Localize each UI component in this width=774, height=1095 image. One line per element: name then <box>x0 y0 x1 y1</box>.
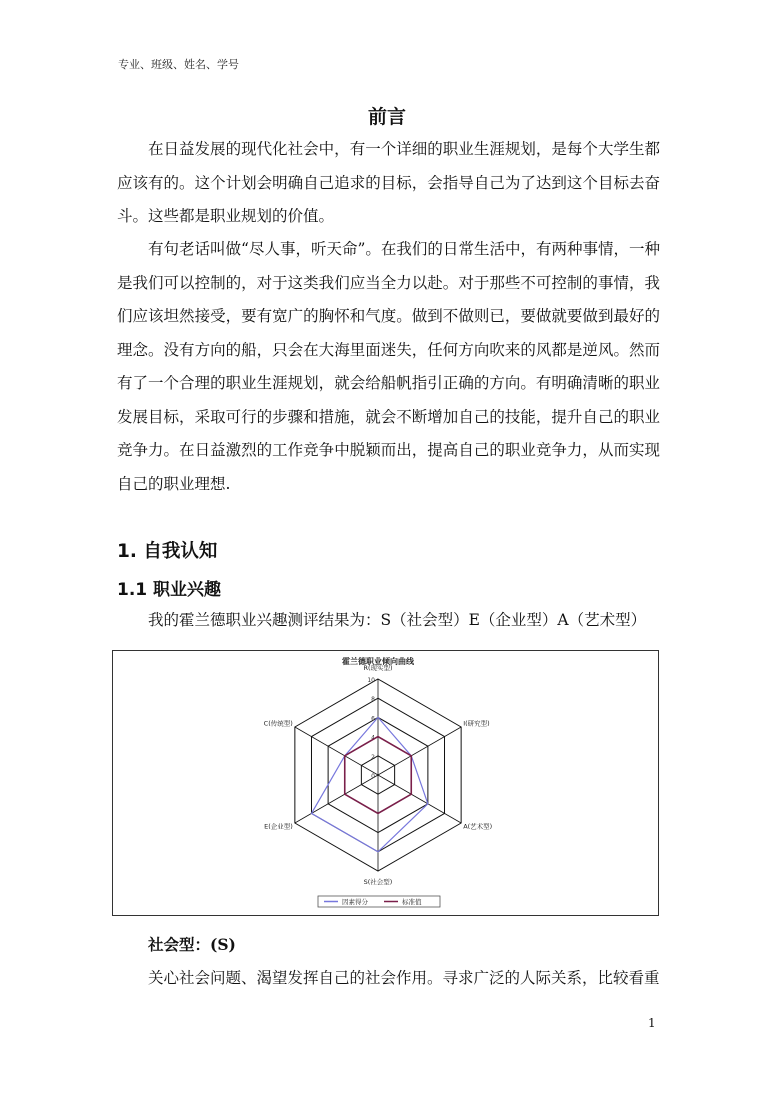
result-text: 我的霍兰德职业兴趣测评结果为：S（社会型）E（企业型）A（艺术型） <box>148 611 647 629</box>
axis-label: C(传统型) <box>263 719 293 728</box>
sub-description: 关心社会问题、渴望发挥自己的社会作用。寻求广泛的人际关系，比较看重 <box>148 969 660 987</box>
tick-label: 0 <box>371 773 375 780</box>
subsection-heading: 1.1 职业兴趣 <box>117 580 222 600</box>
tick-label: 10 <box>367 677 375 684</box>
axis-label: I(研究型) <box>463 719 490 728</box>
axis-label: E(企业型) <box>264 822 293 831</box>
tick-label: 4 <box>371 734 375 742</box>
page-number: 1 <box>648 1016 656 1030</box>
axis-label: R(现实型) <box>363 664 393 672</box>
legend-label: 标准值 <box>402 898 422 906</box>
axis-spoke <box>295 775 378 823</box>
paragraph-1: 在日益发展的现代化社会中，有一个详细的职业生涯规划，是每个大学生都应该有的。这个计划会明确自己追求的目标，会指导自己为了达到这个目标去奋斗。这些都是职业规划的价值。 <box>117 140 660 225</box>
axis-label: S(社会型) <box>363 878 393 886</box>
tick-label: 8 <box>371 696 375 704</box>
legend-label: 因素得分 <box>342 898 368 906</box>
series-line <box>311 717 427 851</box>
chart-title: 霍兰德职业倾向曲线 <box>342 657 414 666</box>
axis-label: A(艺术型) <box>463 822 493 831</box>
paragraph-2: 有句老话叫做“尽人事，听天命”。在我们的日常生活中，有两种事情，一种是我们可以控制的，对于这类我们应当全力以赴。对于那些不可控制的事情，我们应该坦然接受，要有宽广的胸怀和气度。做到不做则已，要做就要做到最好的理念。没有方向的船，只会在大海里面迷失，任何方向吹来的风都是逆风。然而有了一个合理的职业生涯规划，就会给船帆指引正确的方向。有明确清晰的职业发展目标，采取可行的步骤和措施，就会不断增加自己的技能，提升自己的职业竞争力。在日益激烈的工作竞争中脱颖而出，提高自己的职业竞争力，从而实现自己的职业理想. <box>117 240 660 493</box>
holland-radar-figure <box>112 650 659 916</box>
sub-label: 社会型：(S) <box>148 935 236 954</box>
header-note: 专业、班级、姓名、学号 <box>118 58 239 71</box>
section-heading: 1. 自我认知 <box>117 541 218 562</box>
tick-label: 2 <box>371 753 375 761</box>
axis-spoke <box>378 775 461 823</box>
axis-spoke <box>378 727 461 775</box>
axis-spoke <box>295 727 378 775</box>
tick-label: 6 <box>371 715 375 723</box>
page-title: 前言 <box>367 106 406 128</box>
radar-chart <box>113 651 658 915</box>
